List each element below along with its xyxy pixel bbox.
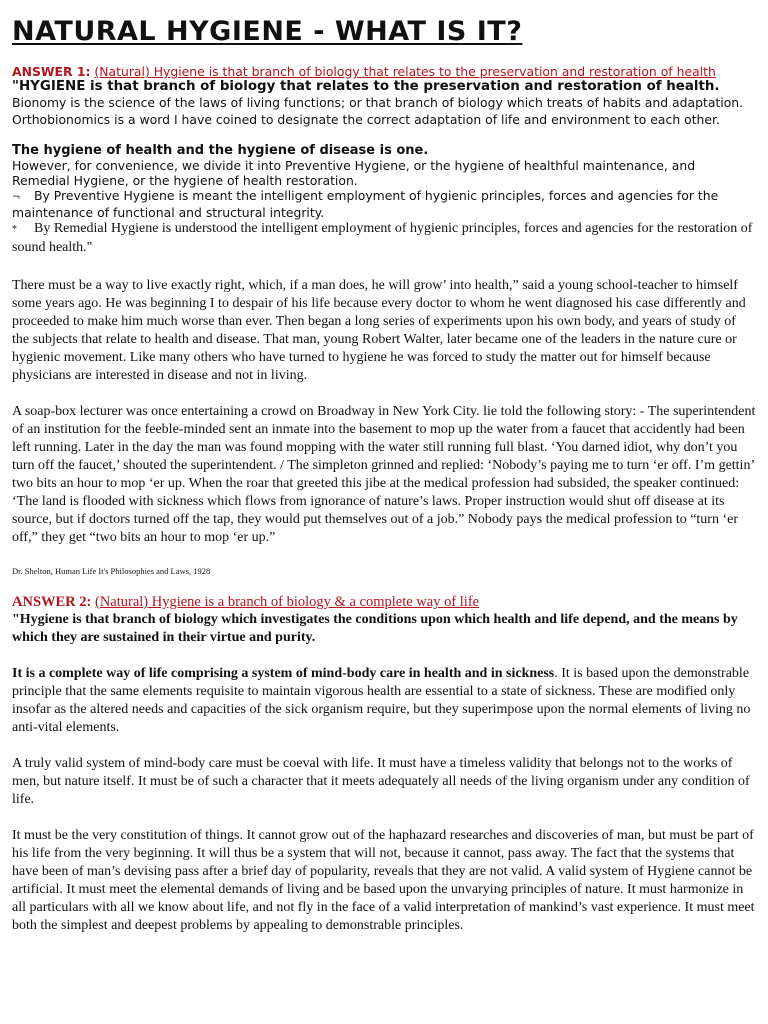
remedial-text: By Remedial Hygiene is understood the intelligent employment of hygienic principles, forces and agencies for the restoration of sound health." [12,221,753,255]
hygiene-one-heading: The hygiene of health and the hygiene of disease is one. [12,143,429,158]
answer2-quote: "Hygiene is that branch of biology which investigates the conditions upon which health and life depend, and the means by which they are sustained in their virtue and purity. [12,612,738,645]
complete-way-paragraph [12,665,756,737]
remedial-paragraph [12,220,756,257]
document-page [12,14,756,935]
complete-way-rest: . It is based upon the demonstrable principle that the same elements requisite to maintain vigorous health are essential to a state of sickness. These are modified only insofar as the altered needs and capacities of the sick organism require, but they superimpose upon the normal elements of living no anti-vital elements. [12,666,751,735]
constitution-paragraph: It must be the very constitution of things. It cannot grow out of the haphazard researches and discoveries of man, but must be part of his life from the very beginning. It will thus be a system that will not, because it cannot, pass away. The fact that the systems that have been of man’s devising pass after a brief day of popularity, reveals that they are not valid. A valid system of Hygiene cannot be artificial. It must meet the elemental demands of living and be based upon the unvarying principles of nature. It must harmonize in all particulars with all we know about life, and not fly in the face of a valid interpretation of mankind’s vast experience. It must meet both the simplest and deepest problems by appealing to demonstrable principles. [12,828,755,933]
answer2-label: ANSWER 2: [12,594,92,610]
answer2-heading [12,593,756,611]
story-paragraph-1: There must be a way to live exactly right, which, if a man does, he will grow’ into health,” said a young school-teacher to himself some years ago. He was beginning I to despair of his life because every doctor to whom he went diagnosed his case differently and proceeded to make him much worse than ever. Then began a long series of experiments upon his own body, and years of study of the subjects that relate to health and disease. That man, young Robert Walter, later became one of the leaders in the nature cure or hygienic movement. Like many others who have turned to hygiene he was forced to study the matter out for himself because physicians are interested in disease and not in living. [12,278,746,383]
story-paragraph-2: A soap-box lecturer was once entertaining a crowd on Broadway in New York City. lie told the following story: - The superintendent of an institution for the feeble-minded sent an inmate into the basement to mop up the water from a faucet that accidently had been left running. Later in the day the man was found mopping with the water still running full blast. ‘You darned idiot, why don’t you turn off the faucet,’ shouted the superintendent. / The simpleton grinned and replied: ‘Nobody’s paying me to turn ‘er off. I’m gettin’ two bits an hour to mop ‘er up. When the roar that greeted this jibe at the medical profession had subsided, the speaker continued: ‘The land is flooded with sickness which flows from ignorance of nature’s laws. Proper instruction would shut off disease at its source, but if doctors turned off the tap, they would put themselves out of a job.” Nobody pays the medical profession to “turn ‘er off,” they get “two bits an hour to mop ‘er up.” [12,404,756,545]
answer2-heading-link[interactable]: (Natural) Hygiene is a branch of biology & a complete way of life [94,594,480,610]
preventive-bullet-icon: ¬ [12,192,21,203]
convenience-paragraph: However, for convenience, we divide it into Preventive Hygiene, or the hygiene of healthful maintenance, and Remedial Hygiene, or the hygiene of health restoration. [12,158,696,188]
remedial-bullet-icon: * [12,224,17,235]
answer1-heading [12,64,756,79]
answer1-quote [12,79,756,95]
citation: Dr. Shelton, Human Life It's Philosophies and Laws, 1928 [12,566,211,576]
preventive-paragraph [12,188,756,220]
bionomy-definition: Bionomy is the science of the laws of living functions; or that branch of biology which treats of habits and adaptation. [12,95,744,110]
complete-way-bold: It is a complete way of life comprising a system of mind-body care in health and in sickness [12,666,555,681]
preventive-text: By Preventive Hygiene is meant the intelligent employment of hygienic principles, forces and agencies for the maintenance of functional and structural integrity. [12,188,719,220]
orthobionomics-definition: Orthobionomics is a word I have coined to designate the correct adaptation of life and environment to each other. [12,112,720,127]
answer1-quote-text: "HYGIENE is that branch of biology that relates to the preservation and restoration of health. [12,79,720,94]
answer1-heading-link[interactable]: (Natural) Hygiene is that branch of biology that relates to the preservation and restoration of health [94,64,716,79]
coeval-paragraph: A truly valid system of mind-body care must be coeval with life. It must have a timeless validity that belongs not to the works of men, but nature itself. It must be of such a character that it meets adequately all needs of the living organism under any condition of life. [12,756,750,807]
page-title: NATURAL HYGIENE - WHAT IS IT? [12,16,523,47]
answer1-label: ANSWER 1: [12,64,91,79]
